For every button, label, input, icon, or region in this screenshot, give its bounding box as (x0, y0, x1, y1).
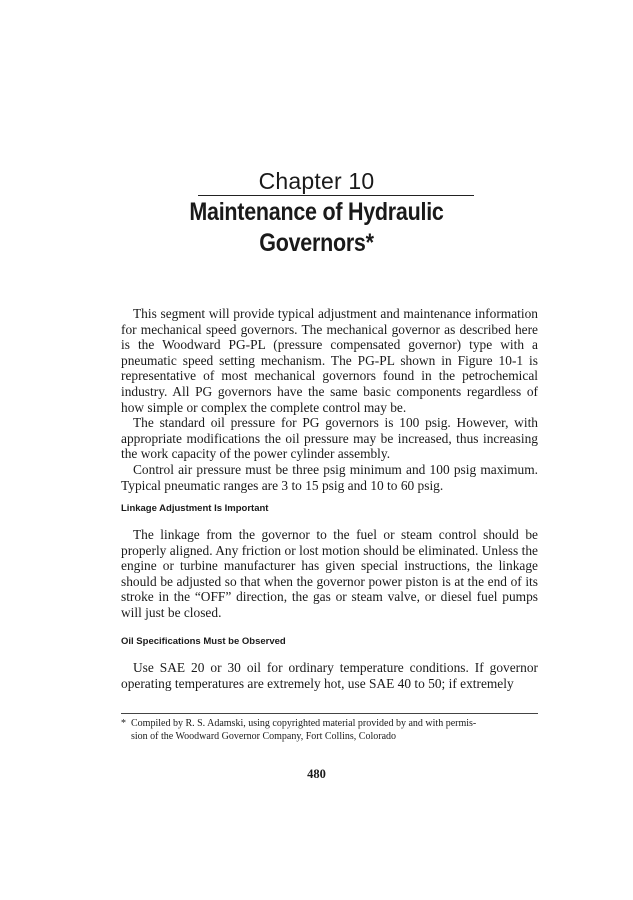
chapter-title (44, 197, 588, 259)
paragraph: This segment will provide typical adjustment and maintenance information for mechanical speed governors. The mechanical governor as described here is the Woodward PG-PL (pressure compensated governor) type with a pneumatic speed setting mechanism. The PG-PL shown in Figure 10-1 is representative of most mechanical governors found in the petrochemical industry. All PG governors have the same basic components regardless of how simple or complex the complete control may be. (121, 306, 538, 415)
footnote-line-2: sion of the Woodward Governor Company, Fort Collins, Colorado (131, 730, 397, 742)
paragraph: The standard oil pressure for PG governors is 100 psig. However, with appropriate modifications the oil pressure may be increased, thus increasing the work capacity of the power cylinder assembly. (121, 415, 538, 462)
section-text-oil (121, 660, 538, 691)
footnote-mark: * (121, 718, 126, 729)
footnote (121, 718, 538, 743)
section-heading-linkage: Linkage Adjustment Is Important (121, 503, 269, 514)
intro-text (121, 306, 538, 493)
paragraph: Control air pressure must be three psig minimum and 100 psig maximum. Typical pneumatic ranges are 3 to 15 psig and 10 to 60 psig. (121, 461, 538, 493)
paragraph: The linkage from the governor to the fuel or steam control should be properly aligned. Any friction or lost motion should be eliminated. Unless the engine or turbine manufacturer has given special instructions, the linkage should be adjusted so that when the governor power piston is at the end of its stroke in the “OFF” direction, the gas or steam valve, or diesel fuel pumps will just be closed. (121, 527, 538, 620)
footnote-line-1: Compiled by R. S. Adamski, using copyrighted material provided by and with permis- (131, 718, 477, 729)
chapter-label: Chapter 10 (258, 168, 375, 194)
section-text-linkage (121, 527, 538, 621)
page-number: 480 (307, 767, 326, 781)
section-heading-oil: Oil Specifications Must be Observed (121, 636, 286, 647)
chapter-rule (198, 195, 474, 196)
paragraph: Use SAE 20 or 30 oil for ordinary temperature conditions. If governor operating temperatures are extremely hot, use SAE 40 to 50; if extremely (121, 660, 538, 691)
footnote-rule (121, 713, 538, 714)
chapter-title-line-2: Governors* (259, 229, 374, 257)
chapter-title-line-1: Maintenance of Hydraulic (189, 198, 444, 226)
